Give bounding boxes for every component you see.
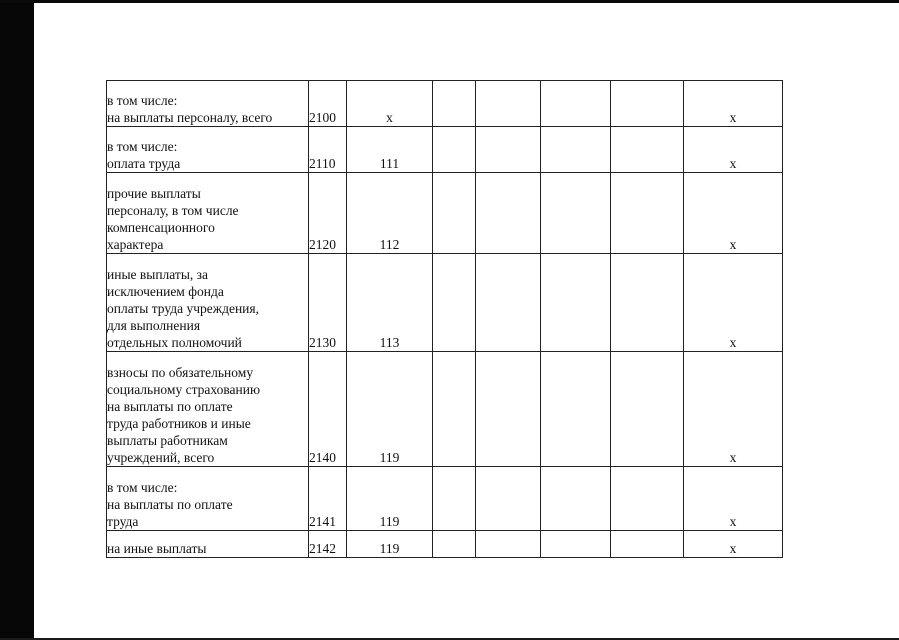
empty-cell — [433, 467, 476, 531]
empty-cell — [611, 352, 684, 467]
payments-table — [106, 80, 783, 558]
table-row — [107, 352, 783, 467]
row-kbk: 111 — [347, 127, 433, 173]
table-row — [107, 254, 783, 352]
empty-cell — [541, 531, 611, 558]
row-kbk: x — [347, 81, 433, 127]
row-x-mark: x — [684, 81, 783, 127]
row-name: прочие выплаты персоналу, в том числе компенсационного характера — [107, 186, 239, 252]
row-name-cell — [107, 254, 309, 352]
row-code: 2100 — [309, 81, 347, 127]
empty-cell — [541, 254, 611, 352]
empty-cell — [611, 173, 684, 254]
empty-cell — [433, 127, 476, 173]
scan-border-left — [0, 0, 34, 640]
empty-cell — [433, 81, 476, 127]
empty-cell — [611, 467, 684, 531]
empty-cell — [541, 173, 611, 254]
empty-cell — [541, 352, 611, 467]
row-x-mark: x — [684, 352, 783, 467]
empty-cell — [611, 531, 684, 558]
empty-cell — [541, 81, 611, 127]
row-kbk: 119 — [347, 531, 433, 558]
row-kbk: 119 — [347, 352, 433, 467]
empty-cell — [476, 254, 541, 352]
row-name: в том числе: на выплаты по оплате труда — [107, 480, 233, 529]
row-kbk: 119 — [347, 467, 433, 531]
table-row — [107, 81, 783, 127]
row-kbk: 113 — [347, 254, 433, 352]
row-x-mark: x — [684, 173, 783, 254]
empty-cell — [476, 81, 541, 127]
row-x-mark: x — [684, 531, 783, 558]
row-code: 2110 — [309, 127, 347, 173]
empty-cell — [611, 81, 684, 127]
row-x-mark: x — [684, 127, 783, 173]
row-code: 2141 — [309, 467, 347, 531]
row-name-cell — [107, 467, 309, 531]
empty-cell — [541, 127, 611, 173]
row-code: 2120 — [309, 173, 347, 254]
empty-cell — [433, 531, 476, 558]
empty-cell — [433, 254, 476, 352]
row-name: в том числе: оплата труда — [107, 139, 181, 171]
empty-cell — [611, 254, 684, 352]
empty-cell — [476, 531, 541, 558]
row-x-mark: x — [684, 254, 783, 352]
row-name: на иные выплаты — [107, 541, 207, 556]
scan-border-top — [0, 0, 899, 3]
table-row — [107, 127, 783, 173]
row-x-mark: x — [684, 467, 783, 531]
row-name-cell — [107, 81, 309, 127]
empty-cell — [541, 467, 611, 531]
empty-cell — [433, 173, 476, 254]
empty-cell — [611, 127, 684, 173]
empty-cell — [433, 352, 476, 467]
row-name: иные выплаты, за исключением фонда оплаты труда учреждения, для выполнения отдельных полномочий — [107, 267, 259, 350]
row-name: в том числе: на выплаты персоналу, всего — [107, 93, 273, 125]
empty-cell — [476, 467, 541, 531]
row-code: 2140 — [309, 352, 347, 467]
table-row — [107, 531, 783, 558]
row-name-cell — [107, 173, 309, 254]
row-code: 2130 — [309, 254, 347, 352]
row-name-cell — [107, 352, 309, 467]
empty-cell — [476, 173, 541, 254]
empty-cell — [476, 352, 541, 467]
row-name: взносы по обязательному социальному страхованию на выплаты по оплате труда работников и иные выплаты работникам учреждений, всего — [107, 365, 261, 465]
row-name-cell — [107, 127, 309, 173]
row-name-cell — [107, 531, 309, 558]
empty-cell — [476, 127, 541, 173]
row-kbk: 112 — [347, 173, 433, 254]
row-code: 2142 — [309, 531, 347, 558]
table-row — [107, 173, 783, 254]
table-row — [107, 467, 783, 531]
